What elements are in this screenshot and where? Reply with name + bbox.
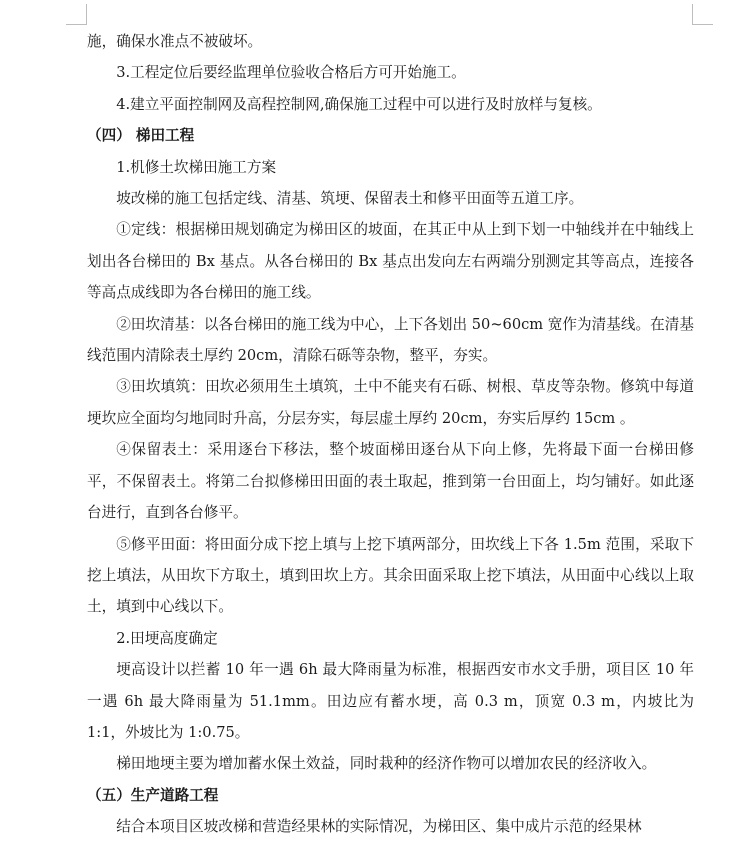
paragraph-step-layout: ①定线：根据梯田规划确定为梯田区的坡面，在其正中从上到下划一中轴线并在中轴线上划出各台梯田的 Bx 基点。从各台梯田的 Bx 基点出发向左右两端分别测定其等高点，连接各等高点成线即为各台梯田的施工线。 — [87, 221, 694, 302]
paragraph-step-topsoil: ④保留表土：采用逐台下移法，整个坡面梯田逐台从下向上修，先将最下面一台梯田修平，不保留表土。将第二台拟修梯田田面的表土取起，推到第一台田面上，均匀铺好。如此逐台进行，直到各台修平。 — [87, 441, 694, 522]
document-body — [87, 26, 694, 843]
margin-corner-mark-right — [692, 4, 713, 25]
paragraph-step-leveling: ⑤修平田面：将田面分成下挖上填与上挖下填两部分，田坎线上下各 1.5m 范围，采取下挖上填法，从田坎下方取土，填到田坎上方。其余田面采取上挖下填法，从田面中心线以上取土，填到中心线以下。 — [87, 535, 694, 616]
section-heading-roads: （五）生产道路工程 — [87, 786, 219, 804]
paragraph-item-3: 3.工程定位后要经监理单位验收合格后方可开始施工。 — [116, 64, 466, 82]
paragraph-item-4: 4.建立平面控制网及高程控制网,确保施工过程中可以进行及时放样与复核。 — [116, 95, 602, 113]
paragraph-ridge-benefit: 梯田地埂主要为增加蓄水保土效益，同时栽种的经济作物可以增加农民的经济收入。 — [116, 755, 657, 773]
paragraph-step-clearing: ②田坎清基：以各台梯田的施工线为中心，上下各划出 50~60cm 宽作为清基线。在清基线范围内清除表土厚约 20cm，清除石砾等杂物，整平，夯实。 — [87, 315, 694, 365]
paragraph-continuation: 施，确保水准点不被破坏。 — [87, 33, 263, 50]
subheading-construction-plan: 1.机修土坎梯田施工方案 — [116, 158, 277, 176]
paragraph-step-filling: ③田坎填筑：田坎必须用生土填筑，土中不能夹有石砾、树根、草皮等杂物。修筑中每道埂坎应全面均匀地同时升高，分层夯实，每层虚土厚约 20cm，夯实后厚约 15cm 。 — [87, 378, 694, 427]
margin-corner-mark-left — [66, 4, 87, 25]
paragraph-ridge-design: 埂高设计以拦蓄 10 年一遇 6h 最大降雨量为标准，根据西安市水文手册，项目区 10 年一遇 6h 最大降雨量为 51.1mm。田边应有蓄水埂，高 0.3 m，顶宽 0.3 m，内坡比为 1:1，外坡比为 1:0.75。 — [87, 661, 694, 741]
subheading-ridge-height: 2.田埂高度确定 — [116, 629, 218, 647]
paragraph-roads-intro: 结合本项目区坡改梯和营造经果林的实际情况，为梯田区、集中成片示范的经果林 — [116, 818, 642, 836]
paragraph-procedures: 坡改梯的施工包括定线、清基、筑埂、保留表土和修平田面等五道工序。 — [116, 190, 584, 208]
section-heading-terrace: （四） 梯田工程 — [87, 127, 195, 145]
